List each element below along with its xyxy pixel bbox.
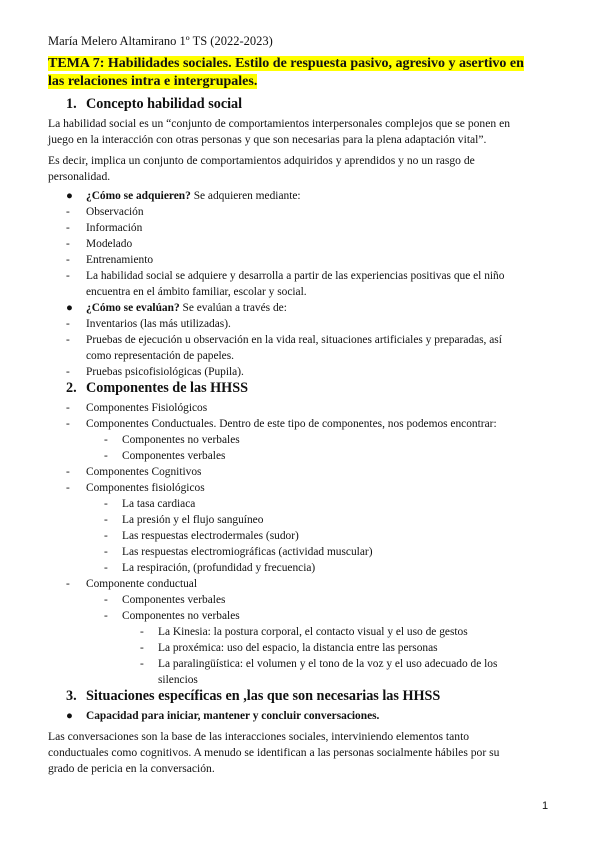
paragraph: Es decir, implica un conjunto de comportamientos adquiridos y aprendidos y no un rasgo de [48,154,475,167]
list-item: La proxémica: uso del espacio, la distancia entre las personas [158,642,438,654]
dash-icon: - [66,318,70,330]
title-line-1: TEMA 7: Habilidades sociales. Estilo de respuesta pasivo, agresivo y asertivo en [48,56,524,71]
list-item: Componentes Conductuales. Dentro de este tipo de componentes, nos podemos encontrar: [86,418,497,430]
paragraph: Las conversaciones son la base de las interacciones sociales, interviniendo elementos tanto [48,730,470,743]
section-2-number: 2. [66,380,77,396]
dash-icon: - [66,206,70,218]
dash-icon: - [140,642,144,654]
list-item: ¿Cómo se adquieren? Se adquieren mediante: [86,190,301,202]
list-item: Pruebas psicofisiológicas (Pupila). [86,366,244,378]
dash-icon: - [66,402,70,414]
list-item: La presión y el flujo sanguíneo [122,514,264,526]
section-3-number: 3. [66,688,77,704]
dash-icon: - [104,610,108,622]
section-2-heading [66,380,248,397]
list-item: ¿Cómo se evalúan? Se evalúan a través de: [86,302,287,314]
bullet-icon: ● [66,190,73,202]
list-item: Entrenamiento [86,254,154,266]
document-title [48,55,554,91]
dash-icon: - [66,222,70,234]
list-item: Observación [86,206,144,218]
list-item: Modelado [86,238,133,250]
list-item: Pruebas de ejecución u observación en la vida real, situaciones artificiales y preparadas, así [86,334,502,346]
list-item: Las respuestas electrodermales (sudor) [122,530,299,542]
paragraph: La habilidad social es un “conjunto de comportamientos interpersonales complejos que se ponen en [48,117,511,130]
page-number: 1 [542,800,549,812]
dash-icon: - [140,626,144,638]
list-item: La Kinesia: la postura corporal, el contacto visual y el uso de gestos [158,626,468,638]
list-item: Inventarios (las más utilizadas). [86,318,231,330]
list-item: silencios [158,674,198,686]
page-header: María Melero Altamirano 1º TS (2022-2023) [48,34,273,48]
section-1-heading [66,96,242,113]
paragraph: personalidad. [48,170,111,183]
dash-icon: - [66,418,70,430]
dash-icon: - [104,498,108,510]
list-item: Componente conductual [86,578,198,590]
title-line-2: las relaciones intra e intergrupales. [48,74,258,89]
section-1-number: 1. [66,96,77,112]
bullet-icon: ● [66,302,73,314]
list-item: Componentes fisiológicos [86,482,205,494]
dash-icon: - [104,514,108,526]
dash-icon: - [104,594,108,606]
paragraph: juego en la interacción con otras personas y que son necesarias para la plena adaptación vital”. [48,133,487,146]
section-2-title: Componentes de las HHSS [86,380,248,396]
dash-icon: - [66,366,70,378]
list-item: La paralingüística: el volumen y el tono de la voz y el uso adecuado de los [158,658,498,670]
list-item: Componentes verbales [122,450,226,462]
list-item: Componentes Fisiológicos [86,402,208,414]
list-item: La tasa cardiaca [122,498,196,510]
list-item: Componentes no verbales [122,610,240,622]
dash-icon: - [66,254,70,266]
list-item: Información [86,222,143,234]
dash-icon: - [104,530,108,542]
list-item: Componentes no verbales [122,434,240,446]
list-item: La respiración, (profundidad y frecuencia) [122,562,316,574]
dash-icon: - [66,270,70,282]
dash-icon: - [140,658,144,670]
dash-icon: - [104,450,108,462]
dash-icon: - [104,546,108,558]
dash-icon: - [66,578,70,590]
list-item: Las respuestas electromiográficas (actividad muscular) [122,546,373,558]
section-1-title: Concepto habilidad social [86,96,243,112]
list-item: encuentra en el ámbito familiar, escolar y social. [86,286,307,298]
list-item: Componentes verbales [122,594,226,606]
section-3-title: Situaciones específicas en ,las que son necesarias las HHSS [86,688,441,704]
dash-icon: - [66,238,70,250]
paragraph: grado de pericia en la conversación. [48,762,215,775]
bullet-icon: ● [66,710,73,722]
dash-icon: - [66,466,70,478]
dash-icon: - [104,434,108,446]
dash-icon: - [66,334,70,346]
dash-icon: - [66,482,70,494]
list-item: La habilidad social se adquiere y desarrolla a partir de las experiencias positivas que el niño [86,270,505,282]
list-item: como representación de papeles. [86,350,235,362]
list-item: Capacidad para iniciar, mantener y concluir conversaciones. [86,710,380,722]
paragraph: conductuales como cognitivos. A menudo se identifican a las personas socialmente hábiles por su [48,746,500,759]
dash-icon: - [104,562,108,574]
list-item: Componentes Cognitivos [86,466,202,478]
section-3-heading [66,688,440,705]
